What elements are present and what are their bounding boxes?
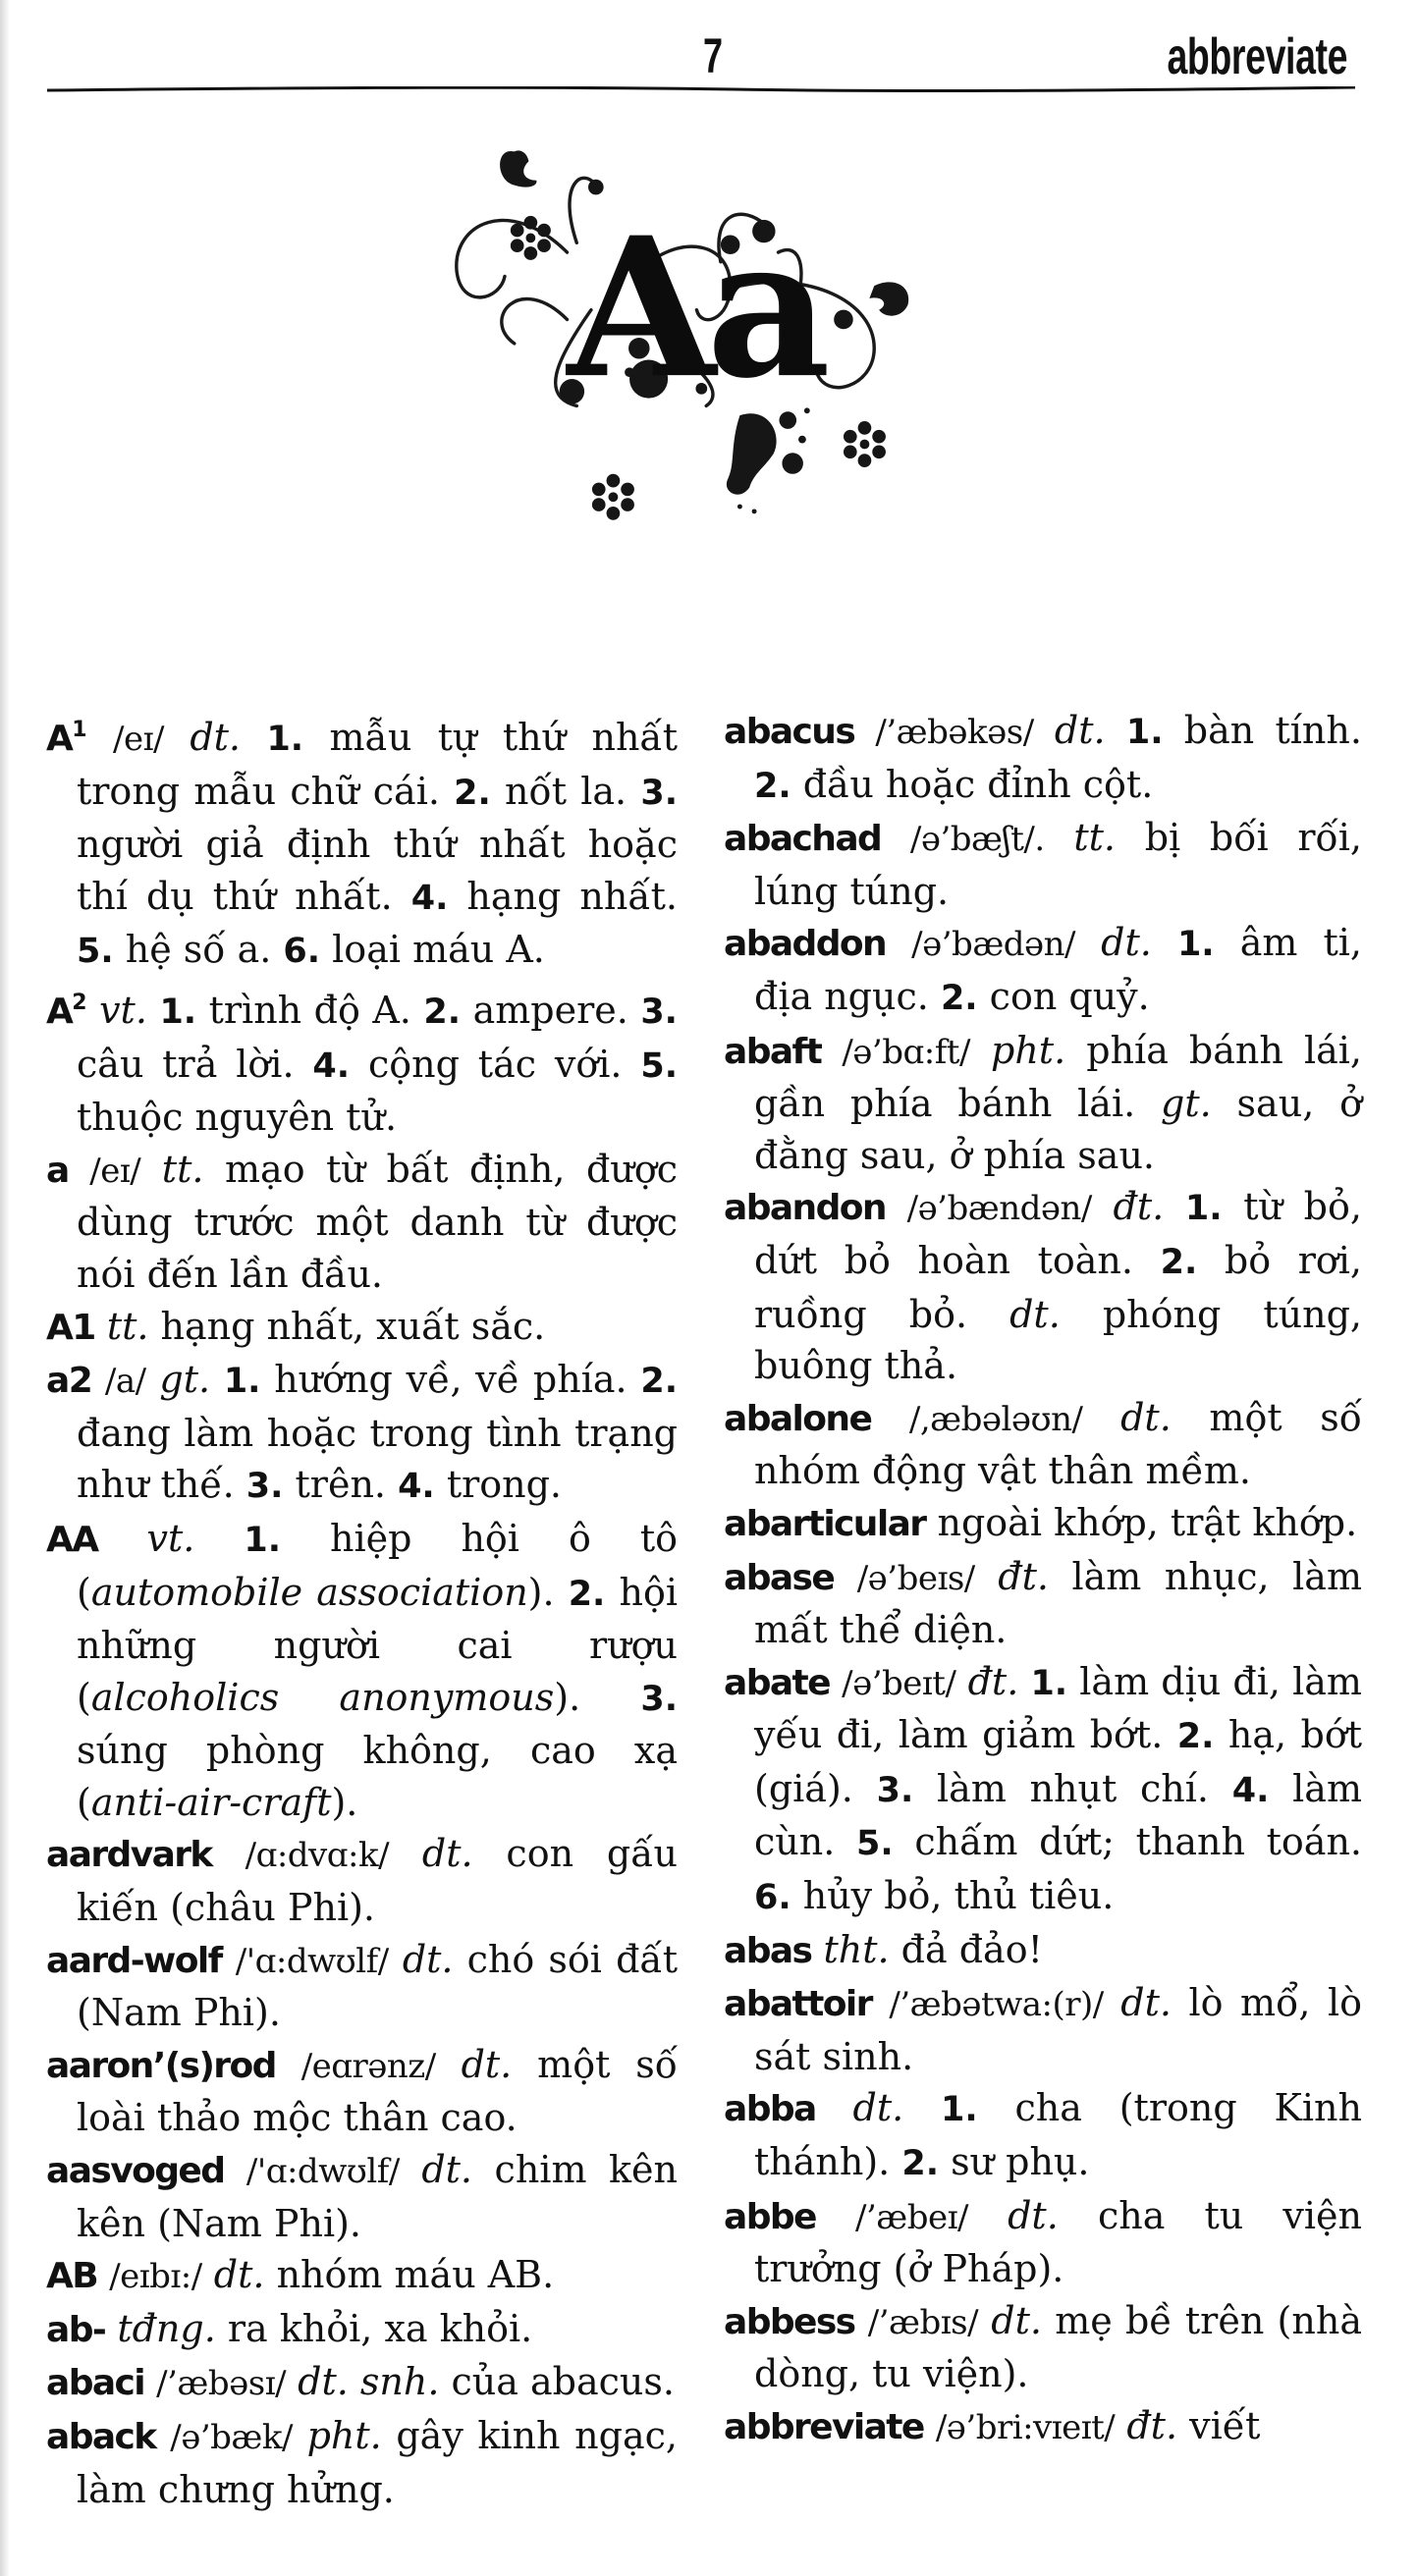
page-gutter-shadow — [0, 0, 10, 2576]
dictionary-entry — [46, 2303, 678, 2357]
definition-text — [1018, 1660, 1030, 1703]
pronunciation: /ə’beɪt/ — [842, 1663, 956, 1703]
part-of-speech: tt. — [161, 1147, 204, 1191]
headword: abbreviate — [724, 2407, 924, 2447]
definition-text — [1075, 921, 1101, 964]
definition-text: hủy bỏ, thủ tiêu. — [791, 1874, 1115, 1918]
definition-text — [349, 2360, 360, 2403]
definition-text: âm ti, địa ngục. — [754, 921, 1362, 1018]
definition-text: mẹ bề trên (nhà dòng, tu viện). — [754, 2298, 1362, 2396]
dictionary-entry — [724, 1392, 1362, 1497]
definition-text: bỏ rơi, ruồng bỏ. — [754, 1238, 1362, 1336]
sense-number: 2. — [454, 773, 491, 813]
definition-text — [1164, 1185, 1185, 1228]
definition-text — [854, 709, 875, 752]
sense-number: 5. — [856, 1824, 894, 1864]
headword: AB — [46, 2256, 98, 2297]
definition-text: viết — [1177, 2404, 1261, 2447]
pronunciation: /a/ — [104, 1362, 146, 1402]
definition-text — [286, 2360, 298, 2403]
definition-text — [436, 2043, 462, 2086]
headword: abaci — [46, 2363, 145, 2404]
headword: abarticular — [724, 1503, 926, 1544]
definition-text: gây kinh ngạc, làm chưng hửng. — [77, 2414, 678, 2511]
definition-text — [222, 1938, 236, 1981]
definition-text: của abacus. — [439, 2360, 675, 2404]
pronunciation: /eɑrənz/ — [300, 2046, 436, 2086]
part-of-speech: đt. — [967, 1659, 1019, 1703]
part-of-speech: dt. — [190, 716, 242, 759]
definition-text: sau, ở đằng sau, ở phía sau. — [754, 1082, 1362, 1177]
sense-number: 2. — [640, 1362, 678, 1402]
part-of-speech: dt. — [1120, 1981, 1172, 2025]
definition-text — [970, 1029, 991, 1072]
definition-text — [978, 2299, 991, 2342]
headword: a — [46, 1150, 69, 1191]
definition-text — [955, 1660, 967, 1703]
headword: abbess — [724, 2301, 855, 2342]
headword: abase — [724, 1557, 835, 1598]
definition-text — [1092, 1185, 1114, 1228]
part-of-speech: snh. — [359, 2360, 440, 2404]
definition-text — [69, 1148, 90, 1191]
definition-text: làm nhụt chí. — [913, 1766, 1232, 1810]
sense-number: 1. — [159, 992, 197, 1032]
definition-text — [855, 2299, 868, 2342]
definition-text — [830, 1660, 842, 1703]
part-of-speech: gt. — [1161, 1082, 1212, 1126]
headword: A — [46, 719, 73, 759]
definition-text — [293, 2414, 307, 2457]
sense-number: 2. — [568, 1574, 606, 1614]
sense-number: 4. — [1231, 1770, 1270, 1810]
headword: abaddon — [724, 924, 887, 965]
dictionary-entry — [46, 2410, 678, 2515]
definition-text — [276, 2043, 301, 2086]
dictionary-entry — [46, 1513, 678, 1829]
definition-text — [224, 2148, 246, 2191]
definition-text: mạo từ bất định, được dùng trước một danh từ được nói đến lần đầu. — [77, 1147, 678, 1296]
part-of-speech: dt. — [461, 2042, 513, 2086]
definition-text: hiệp hội ô tô ( — [77, 1516, 678, 1614]
definition-text: bàn tính. — [1163, 709, 1362, 752]
definition-text — [1152, 921, 1177, 964]
dictionary-entry — [724, 917, 1362, 1024]
part-of-speech: dt. — [213, 2253, 265, 2297]
pronunciation: /ɑ:dvɑ:k/ — [245, 1836, 390, 1876]
sense-number: 2. — [1176, 1717, 1215, 1757]
pronunciation: /eɪbɪ:/ — [109, 2257, 202, 2297]
sense-number: 1. — [1184, 1189, 1223, 1229]
sense-number: 1. — [1176, 925, 1215, 965]
definition-text — [87, 989, 100, 1032]
definition-text — [202, 2253, 214, 2296]
headword: abba — [724, 2089, 816, 2130]
definition-text: nhóm máu AB. — [264, 2253, 555, 2297]
definition-text — [811, 1928, 823, 1971]
dictionary-entry — [46, 2356, 678, 2410]
italic-gloss: alcoholics anonymous — [90, 1675, 555, 1719]
dictionary-entry — [46, 2039, 678, 2144]
headword: a2 — [46, 1361, 92, 1402]
headword: ab- — [46, 2309, 106, 2350]
guide-word: abbreviate — [1167, 28, 1347, 85]
part-of-speech: dt. — [1101, 921, 1152, 965]
part-of-speech: tt. — [106, 1304, 149, 1348]
pronunciation: /ə’beɪs/ — [856, 1558, 975, 1598]
definition-text: làm cùn. — [754, 1766, 1362, 1864]
definition-text — [156, 2414, 171, 2457]
definition-text — [87, 716, 113, 759]
headword: abandon — [724, 1188, 886, 1229]
definition-text — [871, 1396, 909, 1439]
pronunciation: /ə’bæʃt/. — [909, 820, 1045, 860]
definition-text — [105, 2307, 117, 2350]
definition-text: trình độ A. — [196, 988, 424, 1032]
pronunciation: /ə’bɑ:ft/ — [842, 1032, 970, 1072]
sense-number: 3. — [245, 1467, 284, 1507]
part-of-speech: dt. — [298, 2360, 349, 2404]
dictionary-entry — [724, 2190, 1362, 2295]
pronunciation: /'ɑ:dwʊlf/ — [235, 1941, 389, 1981]
dictionary-entry — [724, 1977, 1362, 2082]
headword: abaft — [724, 1031, 822, 1072]
pronunciation: /’æbɪs/ — [867, 2302, 979, 2342]
sense-number: 5. — [77, 932, 114, 972]
part-of-speech: dt. — [421, 1832, 473, 1876]
part-of-speech: dt. — [421, 2148, 473, 2192]
pronunciation: /eɪ/ — [89, 1151, 141, 1191]
dictionary-entry — [46, 1354, 678, 1513]
pronunciation: /ə’bri:vɪeɪt/ — [935, 2408, 1116, 2447]
definition-text: chấm dứt; thanh toán. — [893, 1820, 1363, 1864]
sense-number: 2. — [754, 766, 791, 806]
definition-text: hạng nhất. — [448, 874, 678, 918]
definition-text: đang làm hoặc trong tình trạng như thế. — [77, 1411, 678, 1507]
part-of-speech: vt. — [146, 1516, 195, 1560]
sense-number: 2. — [423, 992, 462, 1032]
sense-number: 1. — [223, 1362, 261, 1402]
page-number: 7 — [703, 28, 724, 83]
definition-text — [144, 2360, 156, 2403]
definition-text: trong. — [434, 1463, 563, 1507]
definition-text — [389, 1938, 403, 1981]
sense-number: 1. — [266, 720, 304, 759]
sense-number: 6. — [283, 932, 321, 972]
definition-text: chó sói đất (Nam Phi). — [77, 1937, 678, 2035]
definition-text: nốt la. — [490, 769, 641, 813]
definition-text: phía bánh lái, gần phía bánh lái. — [754, 1028, 1362, 1126]
pronunciation: /’æbəsɪ/ — [156, 2364, 287, 2404]
sense-number: 3. — [640, 1679, 679, 1719]
italic-gloss: anti-air-craft — [90, 1780, 332, 1824]
headword: abattoir — [724, 1984, 872, 2025]
definition-text — [400, 2148, 422, 2191]
dictionary-entry — [46, 1301, 678, 1355]
definition-text — [816, 2086, 853, 2129]
definition-text — [975, 1555, 999, 1598]
definition-text: cộng tác với. — [350, 1042, 641, 1086]
definition-text — [1104, 1981, 1121, 2024]
definition-text — [98, 1517, 147, 1560]
definition-text — [1082, 1396, 1120, 1439]
headword: abacus — [724, 712, 855, 752]
definition-text — [147, 989, 160, 1032]
pronunciation: /’æbəkəs/ — [875, 713, 1034, 752]
dictionary-entry — [724, 812, 1362, 917]
definition-text: lò mổ, lò sát sinh. — [754, 1981, 1362, 2078]
definition-text: ). — [527, 1570, 569, 1614]
headword: abalone — [724, 1398, 872, 1439]
dictionary-entry — [46, 978, 678, 1144]
definition-text: ngoài khớp, trật khớp. — [925, 1500, 1358, 1544]
definition-text — [821, 1029, 842, 1072]
headword: abate — [724, 1662, 830, 1703]
headword: aaron’(s)rod — [46, 2045, 276, 2086]
definition-text — [210, 1358, 224, 1401]
definition-text — [97, 2253, 109, 2296]
definition-text — [886, 921, 911, 964]
definition-text: ). — [331, 1780, 358, 1824]
column-left — [46, 705, 678, 2515]
definition-text: loại máu A. — [320, 928, 545, 972]
definition-text — [91, 1358, 105, 1401]
definition-text: con gấu kiến (châu Phi). — [77, 1832, 678, 1930]
definition-text: thuộc nguyên tử. — [77, 1096, 398, 1140]
dictionary-entry — [724, 1656, 1362, 1924]
sense-number: 3. — [640, 992, 678, 1032]
definition-text: từ bỏ, dứt bỏ hoàn toàn. — [754, 1185, 1362, 1282]
definition-text — [146, 1358, 160, 1401]
pronunciation: /ə’bændən/ — [906, 1189, 1092, 1229]
sense-number: 1. — [941, 2090, 978, 2130]
definition-text — [924, 2404, 936, 2447]
italic-gloss: automobile association — [90, 1570, 528, 1614]
definition-text — [886, 1185, 907, 1228]
definition-text: đả đảo! — [889, 1927, 1043, 1971]
headword: aard-wolf — [46, 1940, 222, 1981]
sense-number: 4. — [410, 878, 449, 918]
pronunciation: /,æbələʊn/ — [908, 1399, 1083, 1439]
headword: aasvoged — [46, 2151, 225, 2192]
part-of-speech: pht. — [991, 1028, 1066, 1072]
headword: AA — [46, 1519, 98, 1560]
definition-text: chim kên kên (Nam Phi). — [77, 2148, 678, 2245]
definition-text: trên. — [283, 1463, 399, 1507]
definition-text: cha tu viện trưởng (ở Pháp). — [754, 2193, 1362, 2291]
sense-number: 1. — [244, 1520, 282, 1560]
part-of-speech: dt. — [402, 1937, 454, 1981]
definition-text — [194, 1517, 244, 1560]
definition-text: hạng nhất, xuất sắc. — [148, 1304, 546, 1348]
ornament-letters: Aa — [567, 195, 822, 422]
part-of-speech: tt. — [1073, 816, 1117, 860]
dictionary-entry — [724, 1497, 1362, 1551]
part-of-speech: vt. — [99, 988, 147, 1032]
dictionary-entry — [724, 1181, 1362, 1391]
definition-text: ampere. — [461, 988, 641, 1032]
part-of-speech: dt. — [1120, 1395, 1172, 1439]
dictionary-entry — [46, 1934, 678, 2039]
pronunciation: /ə’bædən/ — [911, 925, 1076, 965]
headword: aback — [46, 2417, 156, 2457]
definition-text: cha (trong Kinh thánh). — [754, 2086, 1362, 2184]
dictionary-entry — [724, 1924, 1362, 1978]
definition-text — [881, 816, 910, 859]
part-of-speech: tđng. — [117, 2306, 216, 2350]
part-of-speech: đt. — [1126, 2404, 1178, 2447]
sense-number: 5. — [640, 1046, 679, 1086]
definition-text: bị bối rối, lúng túng. — [754, 816, 1362, 913]
definition-text — [903, 2086, 941, 2129]
definition-text: mẫu tự thứ nhất trong mẫu chữ cái. — [77, 716, 678, 813]
definition-text: ra khỏi, xa khỏi. — [215, 2306, 533, 2350]
homograph-number: 2 — [72, 990, 87, 1015]
definition-text: một số loài thảo mộc thân cao. — [77, 2042, 678, 2140]
dictionary-entry — [724, 1025, 1362, 1182]
part-of-speech: gt. — [159, 1358, 211, 1402]
dictionary-entry — [724, 2295, 1362, 2400]
definition-text: súng phòng không, cao xạ ( — [77, 1729, 678, 1824]
sense-number: 1. — [1125, 713, 1164, 752]
sense-number: 3. — [640, 773, 679, 813]
headword: A1 — [46, 1307, 95, 1348]
sense-number: 6. — [754, 1878, 791, 1918]
definition-text — [212, 1832, 245, 1875]
sense-number: 2. — [1160, 1242, 1198, 1282]
column-right — [724, 705, 1362, 2454]
part-of-speech: đt. — [998, 1554, 1049, 1598]
definition-text: phóng túng, buông thả. — [754, 1292, 1362, 1388]
dictionary-entry — [46, 1828, 678, 1933]
sense-number: 4. — [312, 1046, 351, 1086]
definition-text: đầu hoặc đỉnh cột. — [791, 762, 1154, 806]
definition-text: làm dịu đi, làm yếu đi, làm giảm bớt. — [754, 1659, 1362, 1757]
sense-number: 3. — [876, 1770, 914, 1810]
headword: abbe — [724, 2196, 816, 2237]
part-of-speech: đt. — [1113, 1185, 1165, 1229]
homograph-number: 1 — [72, 718, 87, 742]
definition-text: con quỷ. — [977, 974, 1150, 1018]
dictionary-entry — [724, 705, 1362, 812]
definition-text — [968, 2194, 1008, 2237]
headword: A — [46, 991, 73, 1032]
part-of-speech: dt. — [991, 2298, 1042, 2342]
definition-text — [1106, 709, 1126, 752]
definition-text: câu trả lời. — [77, 1042, 313, 1086]
definition-text: hội những người cai rượu ( — [77, 1570, 678, 1719]
definition-text — [872, 1981, 890, 2024]
part-of-speech: dt. — [1054, 709, 1106, 752]
dictionary-entry — [46, 1144, 678, 1301]
headword: abas — [724, 1930, 812, 1971]
part-of-speech: tht. — [823, 1927, 890, 1971]
dictionary-entry — [46, 2144, 678, 2249]
pronunciation: /ə’bæk/ — [170, 2418, 293, 2457]
part-of-speech: dt. — [1008, 2193, 1059, 2237]
definition-text: một số nhóm động vật thân mềm. — [754, 1395, 1362, 1493]
dictionary-entry — [46, 705, 678, 978]
part-of-speech: pht. — [306, 2414, 382, 2457]
definition-text — [389, 1832, 422, 1875]
definition-text — [1034, 709, 1055, 752]
headword: aardvark — [46, 1835, 212, 1876]
definition-text: làm nhục, làm mất thể diện. — [754, 1554, 1362, 1652]
definition-text — [816, 2194, 855, 2237]
header-rule — [47, 86, 1355, 92]
definition-text: người giả định thứ nhất hoặc thí dụ thứ nhất. — [77, 823, 678, 918]
sense-number: 2. — [901, 2144, 939, 2184]
definition-text: hướng về, về phía. — [260, 1358, 641, 1402]
dictionary-entry — [724, 1551, 1362, 1656]
definition-text: sư phụ. — [939, 2140, 1090, 2184]
sense-number: 4. — [398, 1467, 435, 1507]
definition-text — [834, 1555, 857, 1598]
pronunciation: /eɪ/ — [113, 720, 164, 759]
definition-text: ). — [554, 1675, 641, 1719]
dictionary-entry — [724, 2400, 1362, 2454]
dictionary-entry — [724, 2082, 1362, 2189]
definition-text — [1045, 816, 1074, 859]
part-of-speech: dt. — [852, 2086, 904, 2130]
definition-text — [140, 1148, 162, 1191]
definition-text: hệ số a. — [113, 928, 284, 972]
sense-number: 1. — [1030, 1663, 1068, 1703]
pronunciation: /'ɑ:dwʊlf/ — [245, 2152, 400, 2192]
definition-text — [241, 716, 266, 759]
letter-a-ornament — [422, 128, 923, 550]
definition-text — [1115, 2404, 1126, 2447]
sense-number: 2. — [940, 978, 978, 1018]
part-of-speech: dt. — [1009, 1292, 1061, 1336]
definition-text — [164, 716, 190, 759]
pronunciation: /’æbətwa:(r)/ — [889, 1985, 1104, 2025]
pronunciation: /’æbeɪ/ — [855, 2197, 968, 2237]
headword: abachad — [724, 819, 882, 860]
definition-text — [95, 1305, 107, 1348]
dictionary-entry — [46, 2249, 678, 2303]
definition-text: hạ, bớt (giá). — [754, 1713, 1362, 1810]
